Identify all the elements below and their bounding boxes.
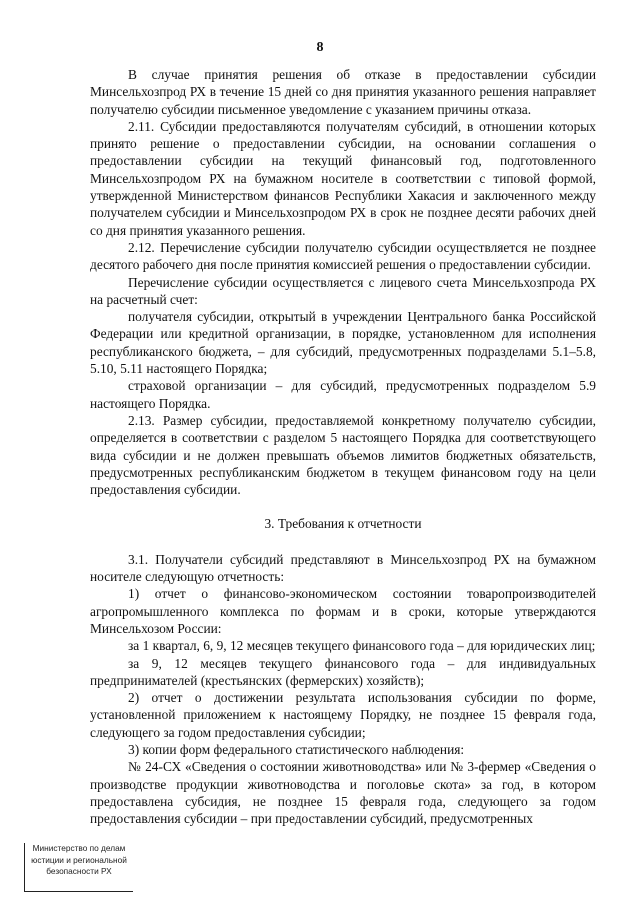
section-heading: 3. Требования к отчетности xyxy=(264,516,422,532)
paragraph-insurance-org: страховой организации – для субсидий, предусмотренных подразделом 5.9 настоящего Порядка. xyxy=(90,378,596,411)
paragraph-report-financial: 1) отчет о финансово-экономическом состоянии товаропроизводителей агропромышленного комплекса по формам и в сроки, которые утверждаются Минсельхозом России: xyxy=(90,586,596,636)
paragraph-legal-entities: за 1 квартал, 6, 9, 12 месяцев текущего финансового года – для юридических лиц; xyxy=(128,638,596,654)
stamp-line: Министерство по делам xyxy=(32,843,126,853)
registration-stamp xyxy=(24,843,133,892)
paragraph-2-13: 2.13. Размер субсидии, предоставляемой конкретному получателю субсидии, определяется в соответствии с разделом 5 настоящего Порядка для соответствующего вида субсидии и не должен превышать объемов лимитов бюджетных обязательств, предусмотренных республиканским бюджетом в текущем финансовом году на цели предоставления субсидии. xyxy=(90,412,596,498)
paragraph-2-12: 2.12. Перечисление субсидии получателю субсидии осуществляется не позднее десятого рабочего дня после принятия комиссией решения о предоставлении субсидии. xyxy=(90,239,596,273)
document-body xyxy=(90,66,596,827)
paragraph-report-result: 2) отчет о достижении результата использования субсидии по форме, установленной приложением к настоящему Порядку, не позднее 15 февраля года, следующего за годом предоставления субсидии; xyxy=(90,690,596,740)
paragraph-individual-entrepreneurs: за 9, 12 месяцев текущего финансового года – для индивидуальных предпринимателей (крестьянских (фермерских) хозяйств); xyxy=(90,655,596,688)
paragraph-form-24sh: № 24-СХ «Сведения о состоянии животноводства» или № 3-фермер «Сведения о производстве продукции животноводства и поголовье скота» за год, в котором предоставлена субсидия, не позднее 15 февраля года, следующего за годом предоставления субсидии – при предоставлении субсидий, предусмотренных xyxy=(90,759,596,827)
paragraph-recipient-account: получателя субсидии, открытый в учреждении Центрального банка Российской Федерации или кредитной организации, в порядке, установленном для исполнения республиканского бюджета, – для субсидий, предусмотренных подразделами 5.1–5.8, 5.10, 5.11 настоящего Порядка; xyxy=(90,309,596,377)
paragraph-2-11: 2.11. Субсидии предоставляются получателям субсидий, в отношении которых принято решение о предоставлении субсидии, на основании соглашения о предоставлении субсидии на текущий финансовый год, подготовленного Минсельхозпродом РХ на бумажном носителе в соответствии с типовой формой, утвержденной Министерством финансов Республики Хакасия и заключенного между получателем субсидии и Минсельхозпродом РХ в срок не позднее десяти рабочих дней со дня принятия указанного решения. xyxy=(90,118,596,238)
stamp-line: юстиции и региональной xyxy=(31,854,127,865)
page-number: 8 xyxy=(316,40,324,55)
paragraph-3-1: 3.1. Получатели субсидий представляют в Минсельхозпрод РХ на бумажном носителе следующую отчетность: xyxy=(90,551,596,585)
paragraph-transfer-account: Перечисление субсидии осуществляется с лицевого счета Минсельхозпрода РХ на расчетный счет: xyxy=(90,274,596,307)
paragraph-refusal-notice: В случае принятия решения об отказе в предоставлении субсидии Минсельхозпрод РХ в течение 15 дней со дня принятия указанного решения направляет получателю субсидии письменное уведомление с указанием причины отказа. xyxy=(90,67,596,117)
paragraph-statistical-forms: 3) копии форм федерального статистического наблюдения: xyxy=(128,741,465,757)
stamp-line: безопасности РХ xyxy=(46,866,112,876)
